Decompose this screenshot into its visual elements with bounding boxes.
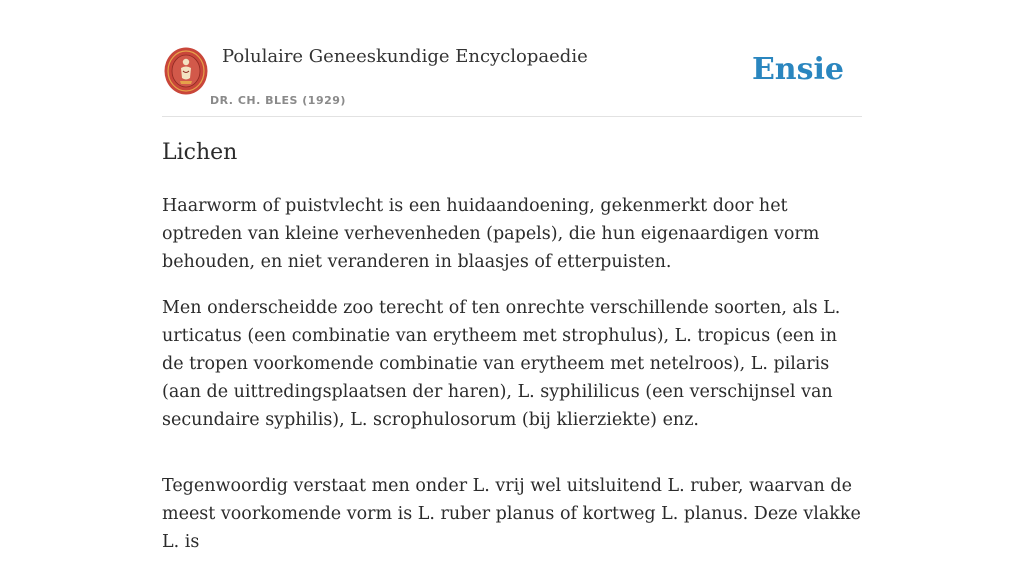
site-header bbox=[162, 0, 862, 117]
article-body bbox=[162, 192, 862, 574]
brand-logo[interactable]: Ensie bbox=[751, 52, 844, 87]
article-paragraph: Haarworm of puistvlecht is een huidaandoening, gekenmerkt door het optreden van kleine verhevenheden (papels), die hun eigenaardigen vorm behouden, en niet veranderen in blaasjes of etterpuisten. bbox=[162, 196, 820, 272]
article-title: Lichen bbox=[162, 140, 238, 165]
article-paragraph: Men onderscheidde zoo terecht of ten onrechte verschillende soorten, als L. urticatus (een combinatie van erytheem met strophulus), L. tropicus (een in de tropen voorkomende combinatie van erytheem met netelroos), L. pilaris (aan de uittredingsplaatsen der haren), L. syphililicus (een verschijnsel van secundaire syphilis), L. scrophulosorum (bij klierziekte) enz. bbox=[162, 298, 841, 430]
site-subtitle: DR. CH. BLES (1929) bbox=[210, 94, 346, 107]
article-paragraph: Tegenwoordig verstaat men onder L. vrij wel uitsluitend L. ruber, waarvan de meest voorkomende vorm is L. ruber planus of kortweg L. planus. Deze vlakke L. is bbox=[162, 476, 861, 552]
page bbox=[162, 0, 862, 552]
book-seal-icon[interactable] bbox=[164, 47, 208, 95]
site-title[interactable]: Polulaire Geneeskundige Encyclopaedie bbox=[222, 46, 588, 67]
